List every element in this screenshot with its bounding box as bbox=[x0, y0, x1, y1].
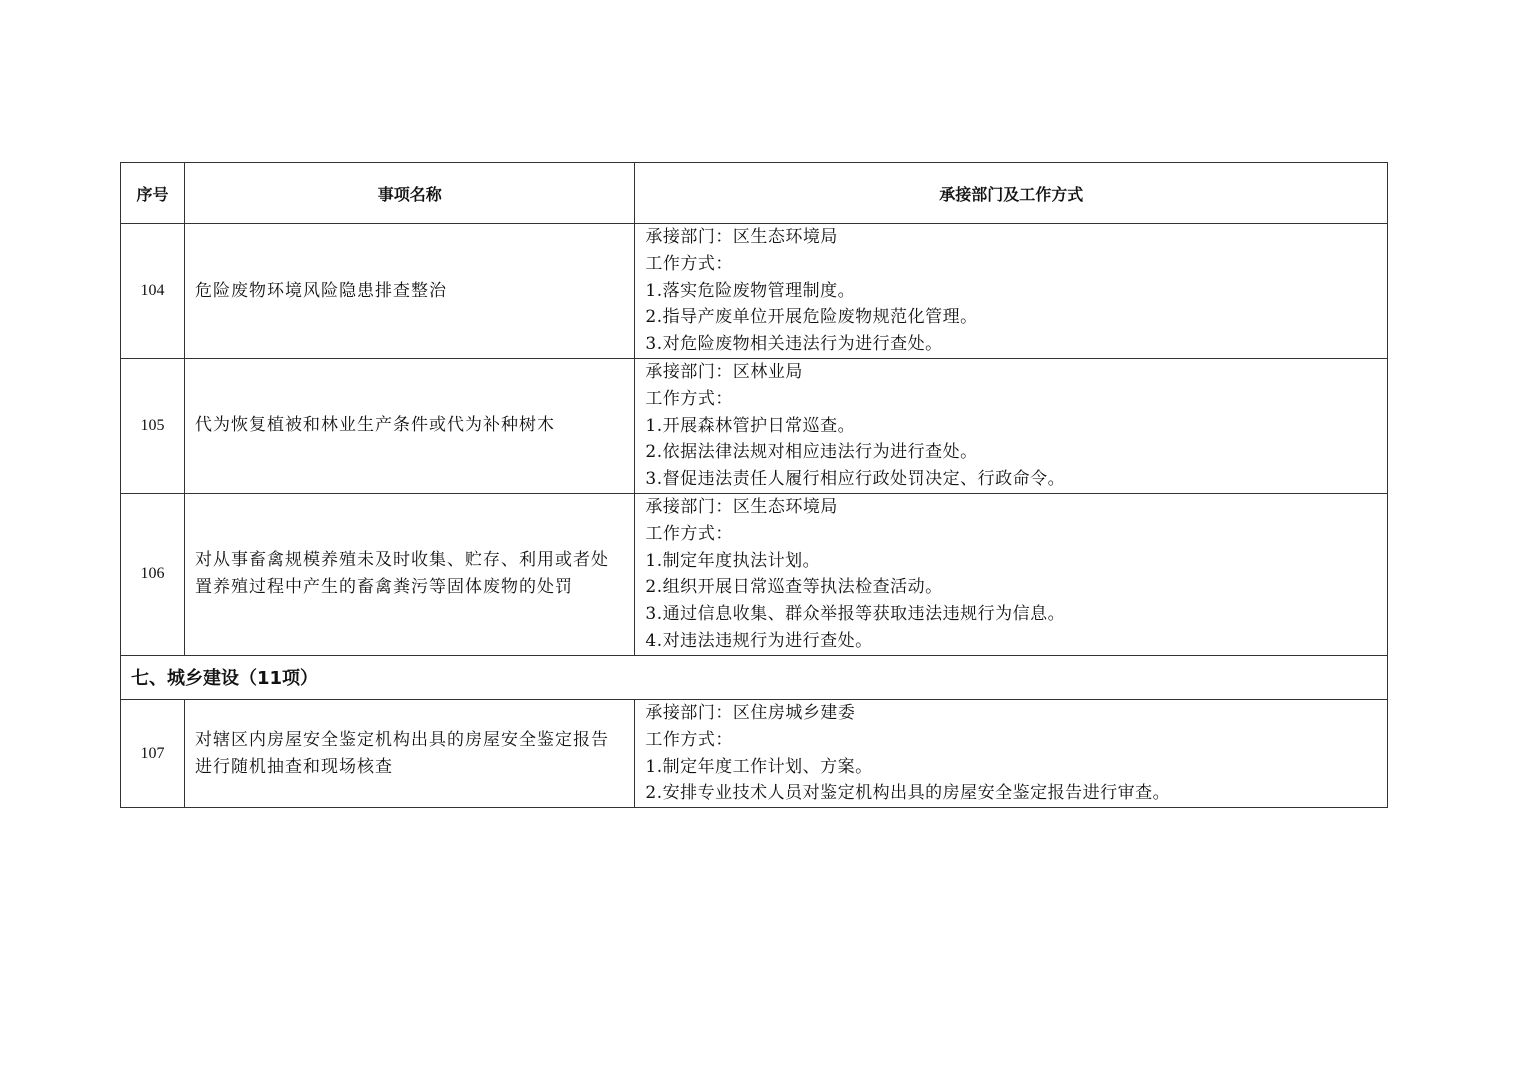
row-number: 106 bbox=[121, 493, 185, 655]
dept-line: 承接部门：区生态环境局 bbox=[645, 496, 838, 517]
dept-method bbox=[635, 493, 1388, 655]
method-step: 1.落实危险废物管理制度。 bbox=[645, 280, 856, 301]
dept-method bbox=[635, 224, 1388, 359]
dept-method bbox=[635, 699, 1388, 807]
method-label: 工作方式： bbox=[645, 729, 733, 750]
method-step: 3.督促违法责任人履行相应行政处罚决定、行政命令。 bbox=[645, 469, 1066, 490]
method-step: 1.开展森林管护日常巡查。 bbox=[645, 415, 856, 436]
method-step: 1.制定年度工作计划、方案。 bbox=[645, 756, 873, 777]
row-number: 105 bbox=[121, 359, 185, 494]
method-step: 2.安排专业技术人员对鉴定机构出具的房屋安全鉴定报告进行审查。 bbox=[645, 783, 1171, 804]
item-name: 对从事畜禽规模养殖未及时收集、贮存、利用或者处置养殖过程中产生的畜禽粪污等固体废物的处罚 bbox=[185, 493, 635, 655]
method-step: 2.指导产废单位开展危险废物规范化管理。 bbox=[645, 307, 978, 328]
header-no: 序号 bbox=[121, 163, 185, 224]
table-row bbox=[121, 493, 1388, 655]
method-step: 3.对危险废物相关违法行为进行查处。 bbox=[645, 334, 943, 355]
dept-line: 承接部门：区生态环境局 bbox=[645, 227, 838, 247]
section-title: 七、城乡建设（11项） bbox=[121, 655, 1388, 699]
item-name: 代为恢复植被和林业生产条件或代为补种树木 bbox=[185, 359, 635, 494]
dept-method bbox=[635, 359, 1388, 494]
method-label: 工作方式： bbox=[645, 523, 733, 544]
task-table bbox=[120, 162, 1388, 808]
table-row bbox=[121, 699, 1388, 807]
table-row bbox=[121, 359, 1388, 494]
row-number: 107 bbox=[121, 699, 185, 807]
dept-line: 承接部门：区林业局 bbox=[645, 362, 803, 382]
item-name: 危险废物环境风险隐患排查整治 bbox=[185, 224, 635, 359]
item-name: 对辖区内房屋安全鉴定机构出具的房屋安全鉴定报告进行随机抽查和现场核查 bbox=[185, 699, 635, 807]
header-dept: 承接部门及工作方式 bbox=[635, 163, 1388, 224]
dept-line: 承接部门：区住房城乡建委 bbox=[645, 702, 856, 723]
table-header-row bbox=[121, 163, 1388, 224]
method-step: 2.组织开展日常巡查等执法检查活动。 bbox=[645, 577, 943, 598]
method-step: 3.通过信息收集、群众举报等获取违法违规行为信息。 bbox=[645, 604, 1066, 625]
section-row bbox=[121, 655, 1388, 699]
method-step: 4.对违法违规行为进行查处。 bbox=[645, 630, 873, 651]
header-name: 事项名称 bbox=[185, 163, 635, 224]
method-label: 工作方式： bbox=[645, 388, 733, 409]
method-step: 1.制定年度执法计划。 bbox=[645, 550, 821, 571]
table-row bbox=[121, 224, 1388, 359]
method-step: 2.依据法律法规对相应违法行为进行查处。 bbox=[645, 442, 978, 463]
method-label: 工作方式： bbox=[645, 253, 733, 274]
row-number: 104 bbox=[121, 224, 185, 359]
